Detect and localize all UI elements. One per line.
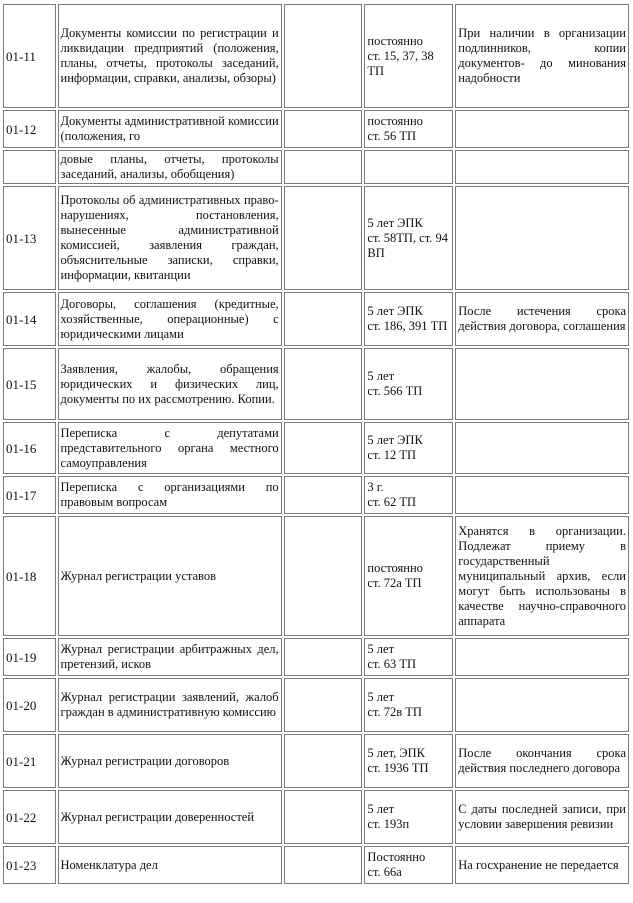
- row-index: 01-19: [3, 638, 56, 676]
- term-line: 5 лет: [367, 690, 395, 704]
- row-empty-cell: [284, 516, 363, 636]
- table-row: [3, 110, 629, 148]
- table-row: [3, 422, 629, 474]
- row-empty-cell: [284, 292, 363, 346]
- nomenclature-table: [1, 2, 631, 886]
- row-note: [455, 422, 629, 474]
- row-note: [455, 110, 629, 148]
- row-title: Протоколы об административных право-нарушениях, постановления, вынесенные административной комиссией, заявления граждан, объяснительные записки, справки, информации, квитанции: [58, 186, 282, 290]
- table-row: [3, 516, 629, 636]
- row-title: Журнал регистрации доверенностей: [58, 790, 282, 844]
- row-note: [455, 150, 629, 184]
- row-index: 01-22: [3, 790, 56, 844]
- term-line: 5 лет: [367, 369, 395, 383]
- term-line: 5 лет, ЭПК: [367, 746, 425, 760]
- row-index: 01-18: [3, 516, 56, 636]
- row-title: довые планы, отчеты, протоколы заседаний, анализы, обобщения): [58, 150, 282, 184]
- term-line: ст. 566 ТП: [367, 384, 423, 398]
- row-note: [455, 476, 629, 514]
- row-retention-term: [364, 4, 453, 108]
- row-index: 01-15: [3, 348, 56, 420]
- row-title: Журнал регистрации арбитражных дел, претензий, исков: [58, 638, 282, 676]
- row-empty-cell: [284, 150, 363, 184]
- row-retention-term: [364, 110, 453, 148]
- table-row: [3, 678, 629, 732]
- row-index: 01-17: [3, 476, 56, 514]
- row-retention-term: [364, 790, 453, 844]
- term-line: ст. 63 ТП: [367, 657, 417, 671]
- row-title: Журнал регистрации уставов: [58, 516, 282, 636]
- table-body: [3, 4, 629, 884]
- table-row: [3, 734, 629, 788]
- row-index: 01-20: [3, 678, 56, 732]
- term-line: ст. 66а: [367, 865, 402, 879]
- term-line: ст. 62 ТП: [367, 495, 417, 509]
- row-note: С даты последней записи, при условии завершения ревизии: [455, 790, 629, 844]
- row-retention-term: [364, 292, 453, 346]
- row-note: Хранятся в организации. Подлежат приему в государственный муниципальный архив, если могут быть использованы в качестве научно-справочного аппарата: [455, 516, 629, 636]
- term-line: ст. 58ТП, ст. 94 ВП: [367, 230, 448, 260]
- table-row: [3, 476, 629, 514]
- row-retention-term: [364, 846, 453, 884]
- row-note: На госхранение не передается: [455, 846, 629, 884]
- row-empty-cell: [284, 790, 363, 844]
- term-line: 5 лет ЭПК: [367, 304, 423, 318]
- row-index: 01-13: [3, 186, 56, 290]
- row-retention-term: [364, 678, 453, 732]
- term-line: ст. 15, 37, 38 ТП: [367, 48, 434, 78]
- table-row: [3, 348, 629, 420]
- row-empty-cell: [284, 678, 363, 732]
- row-empty-cell: [284, 4, 363, 108]
- row-title: Заявления, жалобы, обращения юридических и физических лиц, документы по их рассмотрению. Копии.: [58, 348, 282, 420]
- row-index: 01-11: [3, 4, 56, 108]
- term-line: 5 лет: [367, 642, 395, 656]
- row-title: Журнал регистрации договоров: [58, 734, 282, 788]
- row-retention-term: [364, 186, 453, 290]
- row-title: Переписка с организациями по правовым вопросам: [58, 476, 282, 514]
- term-line: ст. 193п: [367, 817, 410, 831]
- row-note: После истечения срока действия договора, соглашения: [455, 292, 629, 346]
- row-empty-cell: [284, 110, 363, 148]
- row-retention-term: [364, 422, 453, 474]
- row-title: Документы комиссии по регистрации и ликвидации предприятий (положения, планы, отчеты, протоколы заседаний, информации, справки, анализы, обзоры): [58, 4, 282, 108]
- term-line: 5 лет: [367, 802, 395, 816]
- row-note: При наличии в организации подлинников, копии документов- до минования надобности: [455, 4, 629, 108]
- term-line: постоянно: [367, 561, 423, 575]
- term-line: 5 лет ЭПК: [367, 433, 423, 447]
- row-empty-cell: [284, 846, 363, 884]
- row-empty-cell: [284, 734, 363, 788]
- row-title: Номенклатура дел: [58, 846, 282, 884]
- row-retention-term: [364, 638, 453, 676]
- row-title: Документы административной комиссии (положения, го: [58, 110, 282, 148]
- table-row: [3, 186, 629, 290]
- row-note: После окончания срока действия последнего договора: [455, 734, 629, 788]
- term-line: 5 лет ЭПК: [367, 215, 423, 230]
- term-line: 3 г.: [367, 480, 384, 494]
- table-row: [3, 638, 629, 676]
- row-retention-term: [364, 348, 453, 420]
- term-line: ст. 72а ТП: [367, 576, 422, 590]
- table-row: [3, 292, 629, 346]
- row-title: Переписка с депутатами представительного органа местного самоуправления: [58, 422, 282, 474]
- row-retention-term: [364, 734, 453, 788]
- row-retention-term: [364, 150, 453, 184]
- row-empty-cell: [284, 348, 363, 420]
- row-retention-term: [364, 476, 453, 514]
- row-index: 01-21: [3, 734, 56, 788]
- term-line: ст. 56 ТП: [367, 129, 417, 143]
- row-empty-cell: [284, 476, 363, 514]
- row-index: 01-14: [3, 292, 56, 346]
- term-line: ст. 12 ТП: [367, 448, 417, 462]
- row-retention-term: [364, 516, 453, 636]
- table-row: [3, 150, 629, 184]
- row-index: 01-23: [3, 846, 56, 884]
- row-note: [455, 348, 629, 420]
- table-row: [3, 846, 629, 884]
- term-line: Постоянно: [367, 850, 426, 864]
- row-empty-cell: [284, 422, 363, 474]
- table-row: [3, 790, 629, 844]
- row-index: 01-12: [3, 110, 56, 148]
- table-row: [3, 4, 629, 108]
- row-empty-cell: [284, 638, 363, 676]
- row-index: 01-16: [3, 422, 56, 474]
- term-line: ст. 186, 391 ТП: [367, 319, 448, 333]
- row-note: [455, 186, 629, 290]
- row-note: [455, 678, 629, 732]
- row-empty-cell: [284, 186, 363, 290]
- row-title: Журнал регистрации заявлений, жалоб граждан в административную комиссию: [58, 678, 282, 732]
- row-title: Договоры, соглашения (кредитные, хозяйственные, операционные) с юридическими лицами: [58, 292, 282, 346]
- term-line: постоянно: [367, 114, 423, 128]
- row-note: [455, 638, 629, 676]
- row-index: [3, 150, 56, 184]
- term-line: ст. 72в ТП: [367, 705, 422, 719]
- term-line: постоянно: [367, 33, 423, 48]
- term-line: ст. 1936 ТП: [367, 761, 429, 775]
